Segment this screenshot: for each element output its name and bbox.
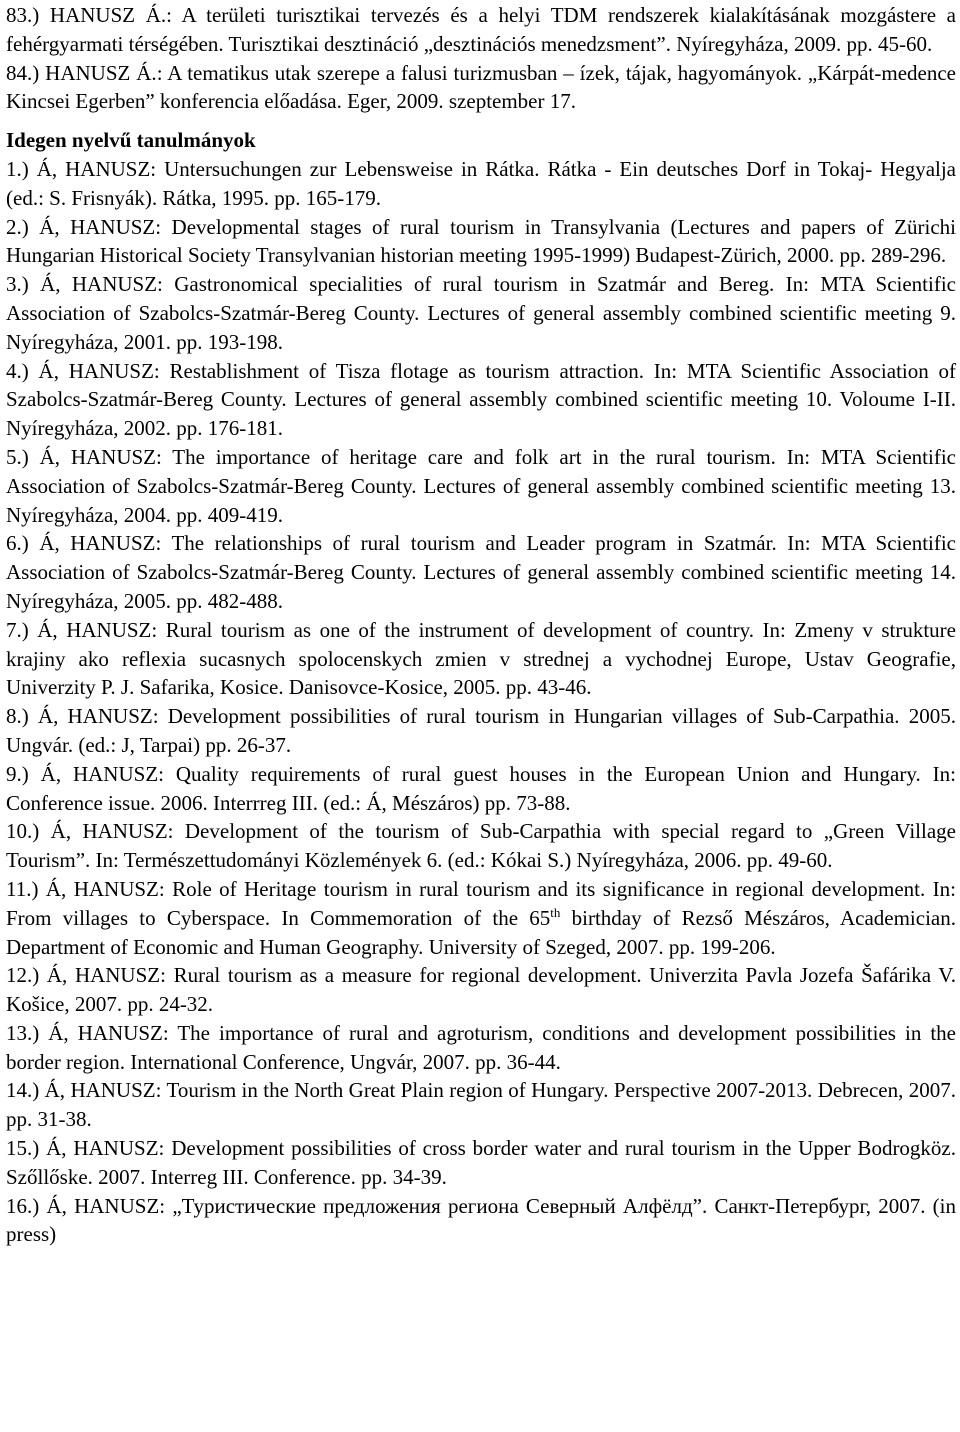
entry-4 xyxy=(6,357,956,443)
entry-15 xyxy=(6,1134,956,1192)
entry-text: The relationships of rural tourism and Leader program in Szatmár. In: MTA Scientific Association of Szabolcs-Szatmár-Bereg County. Lectures of general assembly combined scientific meeting 14. Nyíregyháza, 2005. pp. 482-488. xyxy=(6,531,957,613)
entry-author: Á, HANUSZ: xyxy=(46,1136,165,1161)
entry-author: HANUSZ Á. xyxy=(49,3,167,27)
entry-7 xyxy=(6,616,956,702)
entry-number: 13.) xyxy=(6,1020,49,1045)
entry-text: Untersuchungen zur Lebensweise in Rátka. Rátka - Ein deutsches Dorf in Tokaj- Hegyalja (ed.: S. Frisnyák). Rátka, 1995. pp. 165-179. xyxy=(6,156,957,210)
entry-number: 83.) xyxy=(6,3,50,27)
entry-text: Rural tourism as a measure for regional development. Univerzita Pavla Jozefa Šafárika V. Košice, 2007. pp. 24-32. xyxy=(6,963,957,1017)
entry-8 xyxy=(6,702,956,760)
entry-number: 1.) xyxy=(6,156,37,181)
entry-author: Á, HANUSZ: xyxy=(36,156,157,181)
entry-text: Gastronomical specialities of rural tourism in Szatmár and Bereg. In: MTA Scientific Association of Szabolcs-Szatmár-Bereg County. Lectures of general assembly combined scientific meeting 9. Nyíregyháza, 2001. pp. 193-198. xyxy=(6,272,956,354)
entry-9 xyxy=(6,760,956,818)
entry-2 xyxy=(6,213,956,271)
entry-12 xyxy=(6,961,956,1019)
entry-16 xyxy=(6,1192,956,1250)
entry-number: 2.) xyxy=(6,214,40,239)
entry-author: Á, HANUSZ: xyxy=(39,444,162,469)
entry-author: Á, HANUSZ: xyxy=(38,358,160,383)
entry-text-after: birthday of Rezső Mészáros, Academician. Department of Economic and Human Geography. University of Szeged, 2007. pp. 199-206. xyxy=(6,905,956,959)
entry-number: 14.) xyxy=(6,1078,45,1103)
entry-text: The importance of heritage care and folk art in the rural tourism. In: MTA Scientific Association of Szabolcs-Szatmár-Bereg County. Lectures of general assembly combined scientific meeting 13. Nyíregyháza, 2004. pp. 409-419. xyxy=(6,444,956,527)
entry-text: Tourism in the North Great Plain region of Hungary. Perspective 2007-2013. Debrecen, 2007. pp. 31-38. xyxy=(6,1078,957,1132)
entry-author: Á, HANUSZ: xyxy=(39,531,162,556)
entry-10 xyxy=(6,817,956,875)
entry-author: Á, HANUSZ: xyxy=(50,819,174,844)
entry-author: Á, HANUSZ: xyxy=(40,272,163,297)
entry-13 xyxy=(6,1019,956,1077)
entry-number: 16.) xyxy=(6,1193,47,1218)
entry-author: Á, HANUSZ: xyxy=(46,1193,166,1218)
entry-author: Á, HANUSZ: xyxy=(37,617,158,642)
entry-text: Quality requirements of rural guest houses in the European Union and Hungary. In: Conference issue. 2006. Interrreg III. (ed.: Á, Mészáros) pp. 73-88. xyxy=(6,761,956,815)
entry-author: Á, HANUSZ: xyxy=(45,876,165,901)
entry-number: 4.) xyxy=(6,358,39,383)
entry-author: Á, HANUSZ: xyxy=(46,963,166,988)
entry-3 xyxy=(6,270,956,356)
ordinal-superscript: th xyxy=(550,904,561,920)
entry-text: Developmental stages of rural tourism in Transylvania (Lectures and papers of Zürichi Hungarian Historical Society Transylvanian historian meeting 1995-1999) Budapest-Zürich, 2000. pp. 289-296. xyxy=(6,214,956,268)
entry-number: 7.) xyxy=(6,617,38,642)
entry-1 xyxy=(6,155,956,213)
entry-number: 3.) xyxy=(6,272,41,297)
entry-text: „Туристические предложения региона Северный Алфёлд”. Санкт-Петербург, 2007. (in press) xyxy=(6,1193,957,1247)
entry-5 xyxy=(6,443,956,529)
entry-text: : A tematikus utak szerepe a falusi turizmusban – ízek, tájak, hagyományok. „Kárpát-medence Kincsei Egerben” konferencia előadása. Eger, 2009. szeptember 17. xyxy=(6,60,957,114)
entry-author: Á, HANUSZ: xyxy=(37,704,159,729)
entry-text: Rural tourism as one of the instrument of development of country. In: Zmeny v strukture krajiny ako reflexia sucasnych spolocenskych zmien v strednej a vychodnej Europe, Ustav Geografie, Univerzity P. J. Safarika, Kosice. Danisovce-Kosice, 2005. pp. 43-46. xyxy=(6,617,956,700)
entry-number: 6.) xyxy=(6,531,40,556)
entry-number: 8.) xyxy=(6,704,38,729)
pre-entry-84 xyxy=(6,59,956,117)
entry-text: Development of the tourism of Sub-Carpathia with special regard to „Green Village Tourism”. In: Természettudományi Közlemények 6. (ed.: Kókai S.) Nyíregyháza, 2006. pp. 49-60. xyxy=(6,819,956,873)
entry-11 xyxy=(6,875,956,961)
entry-text: Role of Heritage tourism in rural tourism and its significance in regional development. In: From villages to Cyberspace. In Commemoration of the 65 xyxy=(6,876,956,930)
section-heading: Idegen nyelvű tanulmányok xyxy=(6,128,256,153)
entry-author: Á, HANUSZ: xyxy=(39,214,162,239)
entry-author: Á, HANUSZ: xyxy=(44,1078,162,1103)
entry-number: 10.) xyxy=(6,819,51,844)
entry-author: Á, HANUSZ: xyxy=(48,1020,169,1045)
entry-author: HANUSZ Á. xyxy=(45,60,157,85)
entry-6 xyxy=(6,529,956,615)
entry-number: 11.) xyxy=(6,876,46,901)
entry-author: Á, HANUSZ: xyxy=(40,761,164,786)
entry-text: : A területi turisztikai tervezés és a helyi TDM rendszerek kialakításának mozgástere a fehérgyarmati térségében. Turisztikai desztináció „desztinációs menedzsment”. Nyíregyháza, 2009. pp. 45-60. xyxy=(6,3,956,56)
entry-number: 12.) xyxy=(6,963,47,988)
entry-text: Development possibilities of rural tourism in Hungarian villages of Sub-Carpathia. 2005. Ungvár. (ed.: J, Tarpai) pp. 26-37. xyxy=(6,704,956,757)
pre-entry-83 xyxy=(6,1,956,59)
entry-text: The importance of rural and agroturism, conditions and development possibilities in the border region. International Conference, Ungvár, 2007. pp. 36-44. xyxy=(6,1020,956,1074)
entry-text: Restablishment of Tisza flotage as tourism attraction. In: MTA Scientific Association of Szabolcs-Szatmár-Bereg County. Lectures of general assembly combined scientific meeting 10. Voloume I-II. Nyíregyháza, 2002. pp. 176-181. xyxy=(6,358,957,441)
entry-number: 5.) xyxy=(6,444,40,469)
entry-number: 84.) xyxy=(6,60,46,85)
entry-number: 9.) xyxy=(6,761,41,786)
entry-number: 15.) xyxy=(6,1136,47,1161)
entry-14 xyxy=(6,1076,956,1134)
entry-text: Development possibilities of cross border water and rural tourism in the Upper Bodrogköz. Szőllőske. 2007. Interreg III. Conference. pp. 34-39. xyxy=(6,1136,957,1189)
